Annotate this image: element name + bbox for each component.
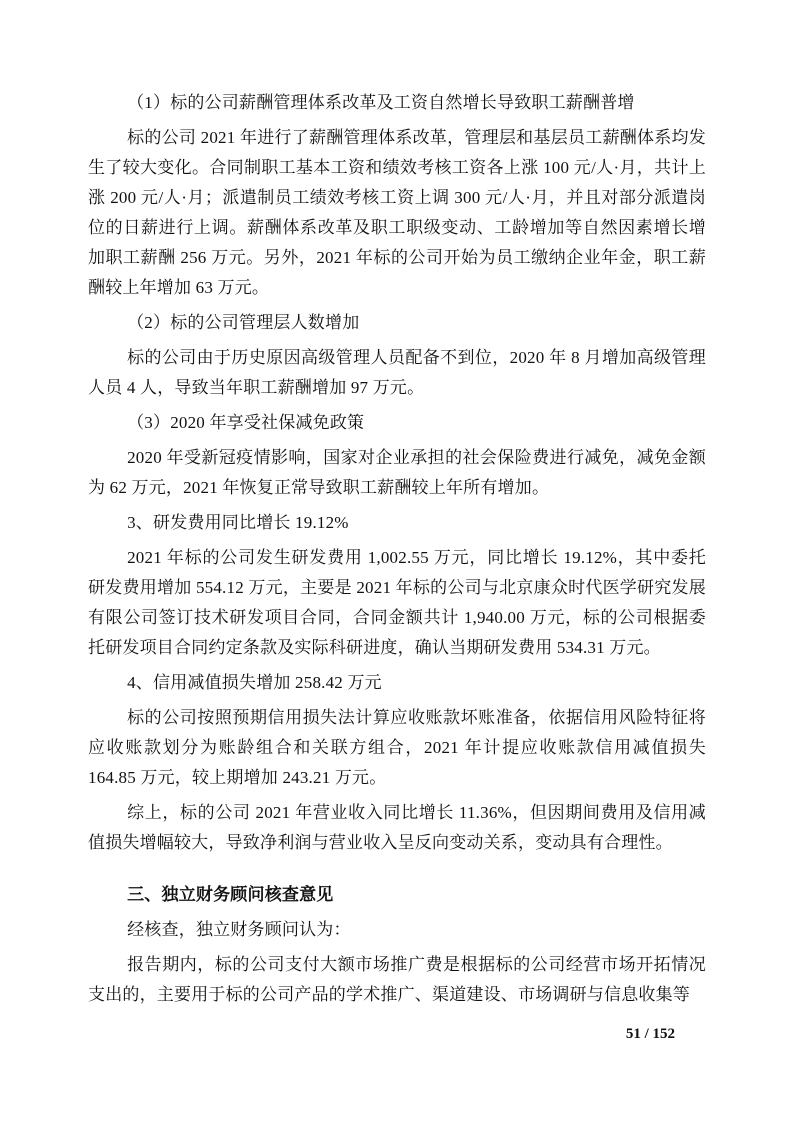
subheading-salary-reform: （1）标的公司薪酬管理体系改革及工资自然增长导致职工薪酬普增 [127,93,635,112]
paragraph-advisor-intro: 经核查，独立财务顾问认为： [127,920,351,939]
subheading-social-security: （3）2020 年享受社保减免政策 [127,413,365,432]
subheading-management-increase: （2）标的公司管理层人数增加 [127,313,360,332]
paragraph-credit-impairment-detail: 标的公司按照预期信用损失法计算应收账款坏账准备，依据信用风险特征将应收账款划分为账龄组合和关联方组合，2021 年计提应收账款信用减值损失 164.85 万元，较上期增加 243.21 万元。 [88,708,706,787]
paragraph-advisor-opinion-body: 报告期内，标的公司支付大额市场推广费是根据标的公司经营市场开拓情况支出的，主要用于标的公司产品的学术推广、渠道建设、市场调研与信息收集等 [88,955,706,1004]
paragraph-rd-expense-detail: 2021 年标的公司发生研发费用 1,002.55 万元，同比增长 19.12%，其中委托研发费用增加 554.12 万元，主要是 2021 年标的公司与北京康众时代医学研究发展有限公司签订技术研发项目合同，合同金额共计 1,940.00 万元，标的公司根据委托研发项目合同约定条款及实际科研进度，确认当期研发费用 534.31 万元。 [88,548,706,657]
paragraph-salary-reform-detail: 标的公司 2021 年进行了薪酬管理体系改革，管理层和基层员工薪酬体系均发生了较大变化。合同制职工基本工资和绩效考核工资各上涨 100 元/人·月，共计上涨 200 元/人·月；派遣制员工绩效考核工资上调 300 元/人·月，并且对部分派遣岗位的日薪进行上调。薪酬体系改革及职工职级变动、工龄增加等自然因素增长增加职工薪酬 256 万元。另外，2021 年标的公司开始为员工缴纳企业年金，职工薪酬较上年增加 63 万元。 [88,128,706,297]
paragraph-summary-conclusion: 综上，标的公司 2021 年营业收入同比增长 11.36%，但因期间费用及信用减值损失增幅较大，导致净利润与营业收入呈反向变动关系，变动具有合理性。 [88,803,706,852]
section-heading-advisor-opinion: 三、独立财务顾问核查意见 [127,885,334,904]
paragraph-social-security-detail: 2020 年受新冠疫情影响，国家对企业承担的社会保险费进行减免，减免金额为 62 万元，2021 年恢复正常导致职工薪酬较上年所有增加。 [88,448,706,497]
subheading-rd-expense-growth: 3、研发费用同比增长 19.12% [127,513,349,532]
paragraph-management-detail: 标的公司由于历史原因高级管理人员配备不到位，2020 年 8 月增加高级管理人员 4 人，导致当年职工薪酬增加 97 万元。 [88,348,706,397]
document-body [88,88,706,1010]
subheading-credit-impairment: 4、信用减值损失增加 258.42 万元 [127,673,382,692]
page-number: 51 / 152 [625,1026,675,1042]
